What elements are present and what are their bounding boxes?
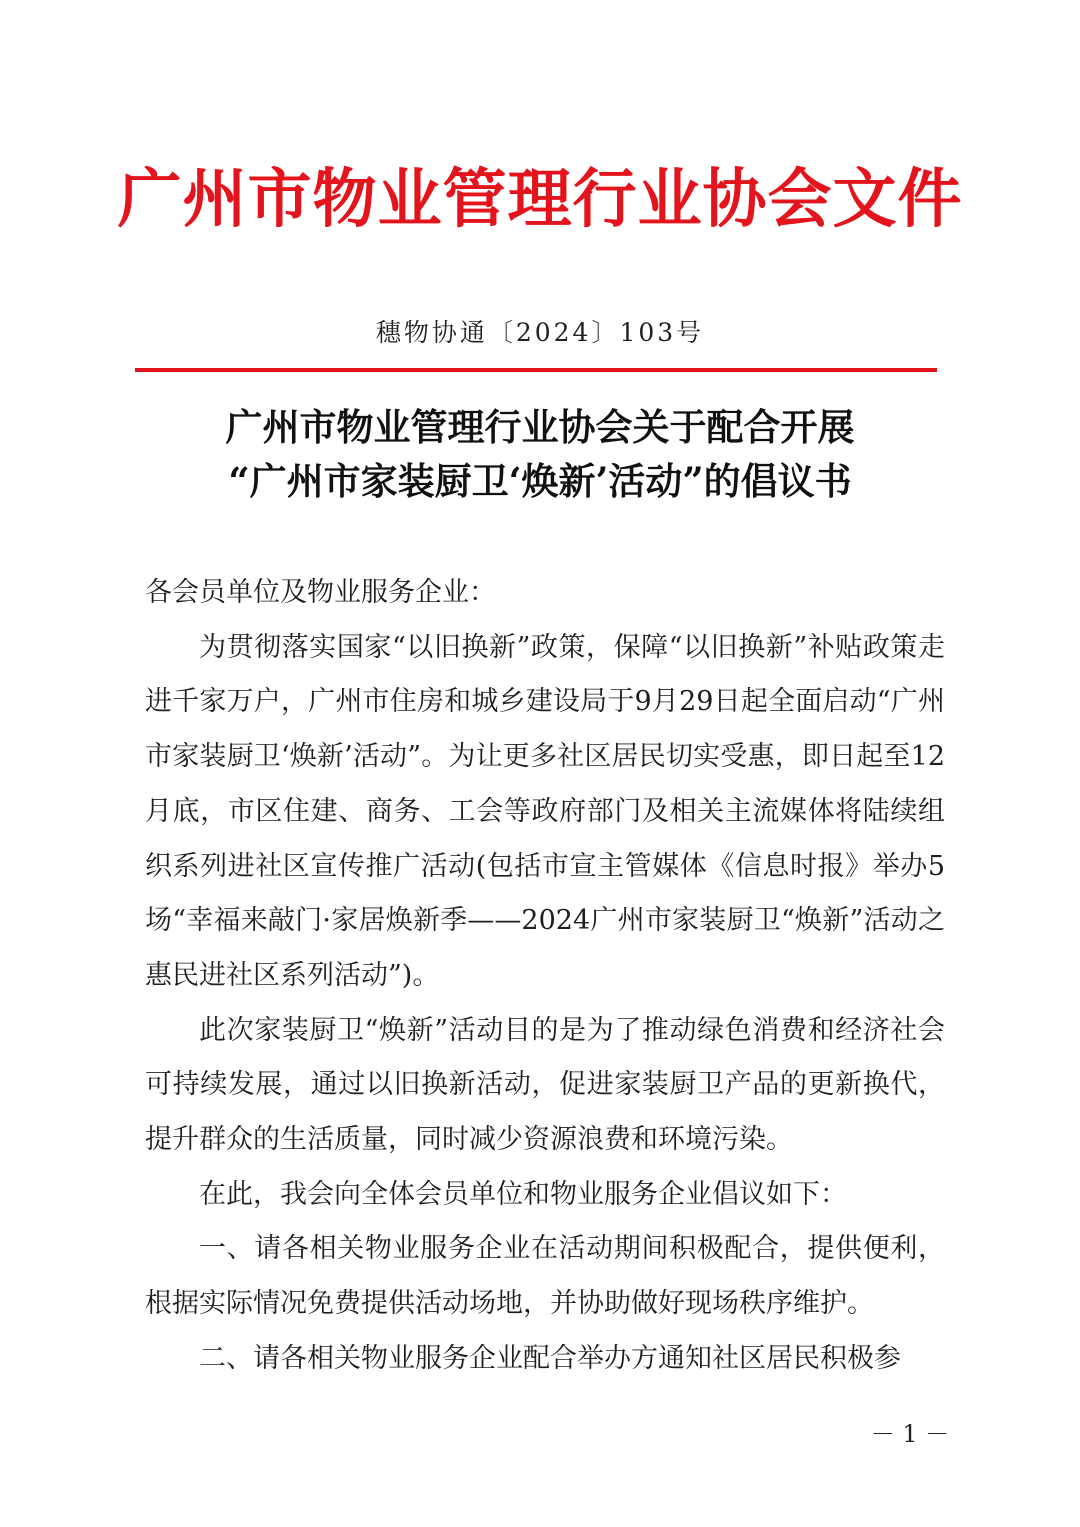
document-number: 穗物协通〔2024〕103号: [375, 318, 705, 347]
title-line-1: 广州市物业管理行业协会关于配合开展: [225, 405, 855, 449]
salutation: 各会员单位及物业服务企业：: [145, 577, 496, 608]
paragraph-5: 二、请各相关物业服务企业配合举办方通知社区居民积极参: [199, 1342, 901, 1374]
document-title: [0, 400, 1080, 508]
document-body: [145, 566, 945, 1387]
red-divider-rule: [135, 368, 937, 372]
paragraph-3: 在此，我会向全体会员单位和物业服务企业倡议如下：: [199, 1178, 847, 1210]
masthead-title: 广州市物业管理行业协会文件: [117, 162, 963, 237]
paragraph-2: 此次家装厨卫“焕新”活动目的是为了推动绿色消费和经济社会可持续发展，通过以旧换新活动，促进家装厨卫产品的更新换代，提升群众的生活质量，同时减少资源浪费和环境污染。: [145, 1014, 945, 1156]
title-line-2: “广州市家装厨卫‘焕新’活动”的倡议书: [228, 459, 852, 503]
page-number: － 1 －: [870, 1420, 950, 1448]
paragraph-1: 为贯彻落实国家“以旧换新”政策，保障“以旧换新”补贴政策走进千家万户，广州市住房和城乡建设局于9月29日起全面启动“广州市家装厨卫‘焕新’活动”。为让更多社区居民切实受惠，即日起至12月底，市区住建、商务、工会等政府部门及相关主流媒体将陆续组织系列进社区宣传推广活动(包括市宣主管媒体《信息时报》举办5场“幸福来敲门·家居焕新季——2024广州市家装厨卫“焕新”活动之惠民进社区系列活动”)。: [145, 631, 945, 991]
paragraph-4: 一、请各相关物业服务企业在活动期间积极配合，提供便利，根据实际情况免费提供活动场地，并协助做好现场秩序维护。: [145, 1233, 945, 1320]
